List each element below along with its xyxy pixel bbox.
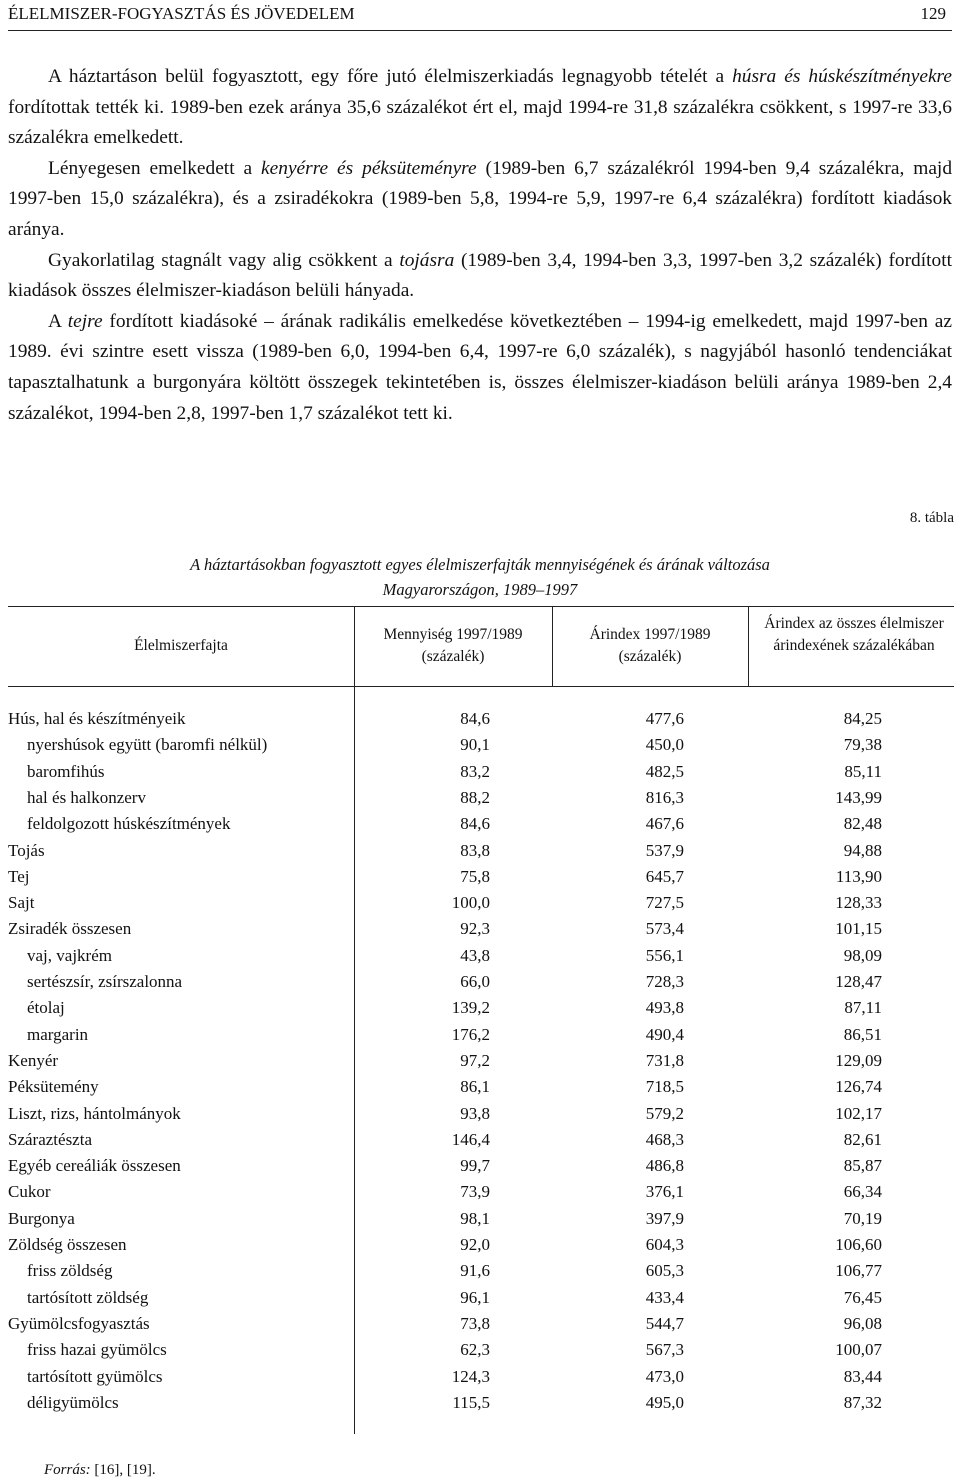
- price-index-cell: 467,6: [645, 814, 684, 834]
- relative-price-index-cell: 128,33: [835, 893, 882, 913]
- italic-run: kenyérre és péksüteményre: [261, 157, 477, 179]
- relative-price-index-cell: 70,19: [843, 1208, 882, 1228]
- table-row: [8, 785, 954, 811]
- row-label: Száraztészta: [8, 1129, 92, 1149]
- table-row: [8, 1022, 954, 1048]
- header-price-index: Árindex 1997/1989 (százalék): [589, 626, 711, 665]
- price-index-cell: 493,8: [645, 998, 684, 1018]
- relative-price-index-cell: 106,60: [835, 1235, 882, 1254]
- row-label: Péksütemény: [8, 1077, 99, 1097]
- row-label: hal és halkonzerv: [27, 787, 146, 807]
- table-row: [8, 890, 954, 916]
- relative-price-index-cell: 76,45: [843, 1287, 882, 1307]
- relative-price-index-cell: 82,61: [843, 1129, 882, 1149]
- table-row: [8, 1206, 954, 1232]
- italic-run: tejre: [67, 310, 103, 332]
- quantity-cell: 98,1: [460, 1208, 490, 1228]
- source-note: [44, 1460, 156, 1480]
- price-index-cell: 579,2: [645, 1103, 684, 1123]
- quantity-cell: 84,6: [460, 709, 490, 728]
- price-index-cell: 473,0: [645, 1366, 684, 1386]
- quantity-cell: 100,0: [451, 893, 490, 913]
- italic-run: tojásra: [399, 249, 455, 271]
- italic-run: húsra és húskészítményekre: [732, 66, 952, 87]
- row-label: Zsiradék összesen: [8, 919, 132, 939]
- price-index-cell: 573,4: [645, 919, 684, 939]
- relative-price-index-cell: 84,25: [843, 709, 882, 728]
- table-row: [8, 1048, 954, 1074]
- row-label: Liszt, rizs, hántolmányok: [8, 1103, 181, 1123]
- row-label: feldolgozott húskészítmények: [27, 814, 231, 834]
- paragraph: [8, 62, 952, 154]
- row-label: friss hazai gyümölcs: [27, 1340, 167, 1360]
- quantity-cell: 92,3: [460, 919, 490, 939]
- quantity-cell: 91,6: [460, 1261, 490, 1281]
- table-row: [8, 969, 954, 995]
- row-label: tartósított gyümölcs: [27, 1366, 163, 1386]
- quantity-cell: 43,8: [460, 945, 490, 965]
- price-index-cell: 604,3: [645, 1235, 684, 1254]
- quantity-cell: 115,5: [452, 1392, 490, 1412]
- price-index-cell: 537,9: [645, 840, 684, 860]
- quantity-cell: 146,4: [451, 1129, 490, 1149]
- page-number: 129: [920, 4, 946, 23]
- relative-price-index-cell: 85,87: [843, 1156, 882, 1176]
- table-row: [8, 1258, 954, 1284]
- relative-price-index-cell: 100,07: [835, 1340, 882, 1360]
- table-row: [8, 1153, 954, 1179]
- row-label: Tej: [8, 866, 30, 886]
- price-index-cell: 397,9: [645, 1208, 684, 1228]
- table-row: [8, 1127, 954, 1153]
- table-row: [8, 1285, 954, 1311]
- text-run: A háztartáson belül fogyasztott, egy főre jutó élelmiszerkiadás legnagyobb tételét a: [48, 66, 733, 87]
- row-label: sertészsír, zsírszalonna: [27, 972, 183, 991]
- text-run: A: [48, 310, 68, 332]
- column-divider: [552, 606, 553, 686]
- relative-price-index-cell: 143,99: [835, 787, 882, 807]
- text-run: (1989-ben 6,7 százalékról 1994-ben 9,4 százalékra, majd 1997-ben 15,0 százalékra), és a zsiradékokra (1989-ben 5,8, 1994-re 5,9, 1997-re 6,4 százalékra) fordított kiadások aránya.: [8, 157, 953, 240]
- table-row: [8, 1101, 954, 1127]
- body-text: [8, 62, 952, 429]
- relative-price-index-cell: 101,15: [835, 919, 882, 939]
- table-caption-line1: A háztartásokban fogyasztott egyes élelmiszerfajták mennyiségének és árának változása: [190, 555, 770, 574]
- relative-price-index-cell: 79,38: [843, 735, 882, 755]
- paragraph: [8, 154, 952, 246]
- row-label: Burgonya: [8, 1208, 75, 1228]
- quantity-cell: 176,2: [451, 1024, 490, 1044]
- price-index-cell: 468,3: [645, 1129, 684, 1149]
- row-label: Hús, hal és készítményeik: [8, 709, 186, 728]
- table-row: [8, 1232, 954, 1258]
- quantity-cell: 90,1: [460, 735, 490, 755]
- price-index-cell: 486,8: [645, 1156, 684, 1176]
- relative-price-index-cell: 129,09: [835, 1050, 882, 1070]
- relative-price-index-cell: 85,11: [844, 761, 882, 781]
- table-row: [8, 1364, 954, 1390]
- row-label: étolaj: [27, 998, 65, 1018]
- source-label: Forrás:: [44, 1462, 91, 1478]
- quantity-cell: 83,2: [460, 761, 490, 781]
- price-index-cell: 605,3: [645, 1261, 684, 1281]
- row-label: Egyéb cereáliák összesen: [8, 1156, 181, 1176]
- relative-price-index-cell: 66,34: [843, 1182, 882, 1202]
- paragraph: [8, 246, 952, 307]
- price-index-cell: 718,5: [645, 1077, 684, 1097]
- table-row: [8, 1311, 954, 1337]
- table-row: [8, 732, 954, 758]
- header-food-type: Élelmiszerfajta: [134, 637, 228, 654]
- relative-price-index-cell: 96,08: [843, 1313, 882, 1333]
- relative-price-index-cell: 106,77: [835, 1261, 882, 1281]
- table-row: [8, 916, 954, 942]
- table-row: [8, 706, 954, 732]
- table-row: [8, 864, 954, 890]
- quantity-cell: 124,3: [451, 1366, 490, 1386]
- price-index-cell: 556,1: [645, 945, 684, 965]
- header-quantity: Mennyiség 1997/1989 (százalék): [383, 626, 523, 665]
- table-row: [8, 1179, 954, 1205]
- quantity-cell: 86,1: [460, 1077, 490, 1097]
- quantity-cell: 73,9: [460, 1182, 490, 1202]
- row-label: tartósított zöldség: [27, 1287, 149, 1307]
- quantity-cell: 93,8: [460, 1103, 490, 1123]
- quantity-cell: 97,2: [460, 1050, 490, 1070]
- table-row: [8, 811, 954, 837]
- text-run: Gyakorlatilag stagnált vagy alig csökkent a: [48, 249, 400, 271]
- row-label: Tojás: [8, 840, 45, 860]
- relative-price-index-cell: 102,17: [835, 1103, 882, 1123]
- quantity-cell: 88,2: [460, 787, 490, 807]
- relative-price-index-cell: 126,74: [835, 1077, 882, 1097]
- row-label: Cukor: [8, 1182, 51, 1202]
- relative-price-index-cell: 87,32: [843, 1392, 882, 1412]
- quantity-cell: 139,2: [451, 998, 490, 1018]
- table-row: [8, 838, 954, 864]
- table-caption-line2: Magyarországon, 1989–1997: [382, 580, 578, 599]
- relative-price-index-cell: 94,88: [843, 840, 882, 860]
- row-label: vaj, vajkrém: [27, 945, 112, 965]
- row-label: friss zöldség: [27, 1261, 113, 1281]
- price-index-cell: 495,0: [645, 1392, 684, 1412]
- row-label: margarin: [27, 1024, 89, 1044]
- price-index-cell: 544,7: [645, 1313, 684, 1333]
- quantity-cell: 66,0: [460, 972, 490, 991]
- price-index-cell: 450,0: [645, 735, 684, 755]
- relative-price-index-cell: 83,44: [843, 1366, 882, 1386]
- quantity-cell: 75,8: [460, 866, 490, 886]
- price-index-cell: 376,1: [645, 1182, 684, 1202]
- table-row: [8, 759, 954, 785]
- row-label: Zöldség összesen: [8, 1235, 127, 1254]
- row-label: nyershúsok együtt (baromfi nélkül): [27, 735, 268, 755]
- row-label: déligyümölcs: [27, 1392, 119, 1412]
- relative-price-index-cell: 87,11: [844, 998, 882, 1018]
- table-top-rule: [8, 606, 954, 607]
- relative-price-index-cell: 98,09: [843, 945, 882, 965]
- relative-price-index-cell: 128,47: [835, 972, 882, 991]
- quantity-cell: 92,0: [460, 1235, 490, 1254]
- row-label: baromfihús: [27, 761, 105, 781]
- source-text: [16], [19].: [90, 1462, 156, 1478]
- running-header: [8, 0, 952, 31]
- text-run: fordított kiadásoké – árának radikális emelkedése következtében – 1994-ig emelkedett, majd 1997-ben az 1989. évi szintre esett vissza (1989-ben 6,0, 1994-ben 6,4, 1997-re 6,0 százalék), s nagyjából hasonló tendenciákat tapasztalhatunk a burgonyára költött összegek tekintetében is, összes élelmiszer-kiadáson belüli aránya 1989-ben 2,4 százalékot, 1994-ben 2,8, 1997-ben 1,7 százalékot tett ki.: [8, 310, 953, 424]
- price-index-cell: 433,4: [645, 1287, 684, 1307]
- quantity-cell: 99,7: [460, 1156, 490, 1176]
- column-divider: [748, 606, 749, 686]
- header-title: ÉLELMISZER-FOGYASZTÁS ÉS JÖVEDELEM: [8, 4, 355, 23]
- table-row: [8, 995, 954, 1021]
- price-index-cell: 490,4: [645, 1024, 684, 1044]
- relative-price-index-cell: 113,90: [835, 866, 882, 886]
- price-index-cell: 567,3: [645, 1340, 684, 1360]
- quantity-cell: 84,6: [460, 814, 490, 834]
- table-row: [8, 1337, 954, 1363]
- text-run: fordítottak tették ki. 1989-ben ezek aránya 35,6 százalékot ért el, majd 1994-re 31,8 százalékra csökkent, s 1997-re 33,6 százalékra emelkedett.: [8, 96, 952, 149]
- row-label: Kenyér: [8, 1050, 59, 1070]
- price-index-cell: 477,6: [645, 709, 684, 728]
- relative-price-index-cell: 86,51: [843, 1024, 882, 1044]
- price-index-cell: 727,5: [645, 893, 684, 913]
- table-row: [8, 943, 954, 969]
- table-row: [8, 1390, 954, 1416]
- table-label: 8. tábla: [909, 510, 954, 526]
- quantity-cell: 62,3: [460, 1340, 490, 1360]
- price-index-cell: 816,3: [645, 787, 684, 807]
- row-label: Gyümölcsfogyasztás: [8, 1313, 150, 1333]
- quantity-cell: 96,1: [460, 1287, 490, 1307]
- text-run: Lényegesen emelkedett a: [48, 157, 262, 179]
- price-index-cell: 645,7: [645, 866, 684, 886]
- price-index-cell: 731,8: [645, 1050, 684, 1070]
- text-run: (1989-ben 3,4, 1994-ben 3,3, 1997-ben 3,2 százalék) fordított kiadások összes élelmiszer-kiadáson belüli hányada.: [8, 249, 952, 302]
- table-row: [8, 1074, 954, 1100]
- price-index-cell: 482,5: [645, 761, 684, 781]
- table-caption: [0, 552, 960, 602]
- relative-price-index-cell: 82,48: [843, 814, 882, 834]
- quantity-cell: 83,8: [460, 840, 490, 860]
- paragraph: [8, 307, 952, 429]
- row-label: Sajt: [8, 893, 35, 913]
- table-header-rule: [8, 686, 954, 687]
- price-index-cell: 728,3: [645, 972, 684, 991]
- quantity-cell: 73,8: [460, 1313, 490, 1333]
- header-relative-price-index: Árindex az összes élelmiszer árindexének százalékában: [764, 615, 944, 654]
